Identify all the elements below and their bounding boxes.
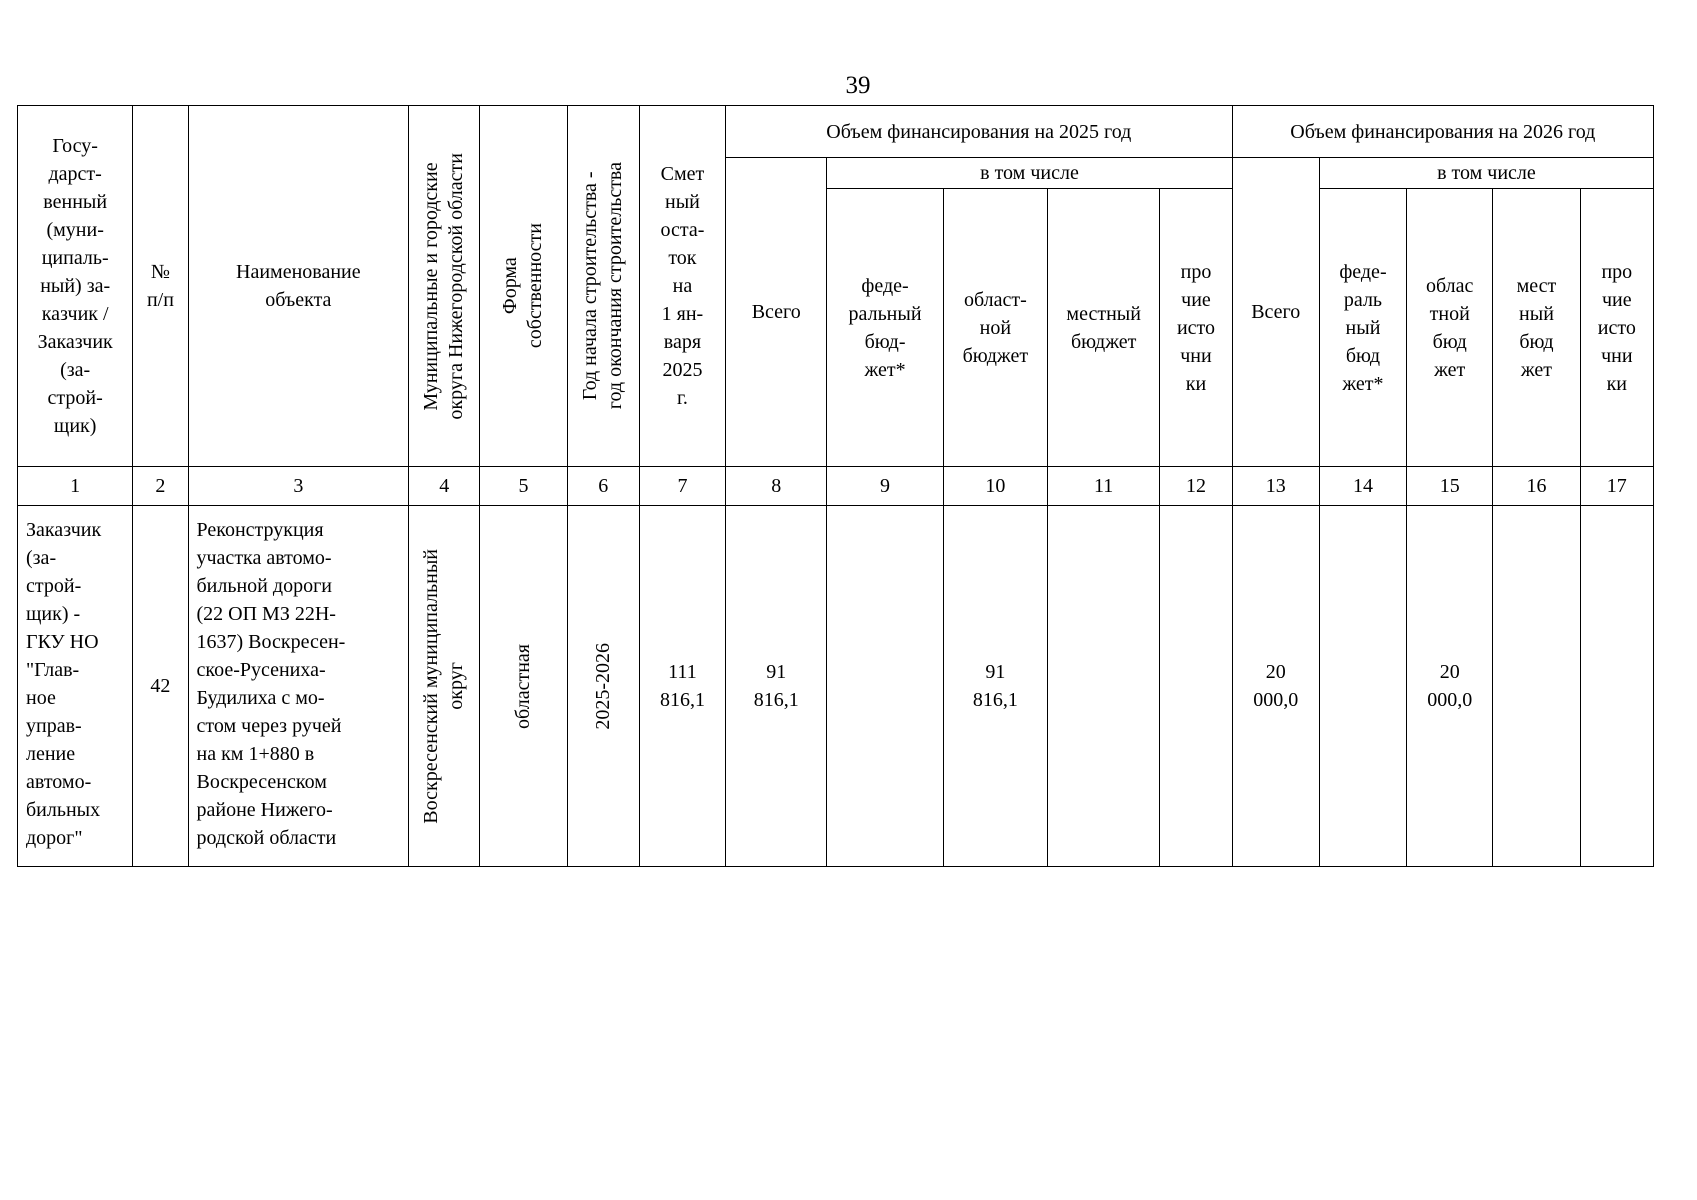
column-number: 1 [18, 467, 133, 506]
column-number: 2 [133, 467, 188, 506]
header-fin-2026: Объем финансирования на 2026 год [1232, 106, 1653, 158]
column-number: 14 [1319, 467, 1406, 506]
column-number: 13 [1232, 467, 1319, 506]
column-number: 6 [567, 467, 639, 506]
cell-customer: Заказчик (за- строй- щик) - ГКУ НО "Глав- ное управ- ление автомо- бильных дорог" [18, 506, 133, 867]
cell-num: 42 [133, 506, 188, 867]
cell-ownership: областная [480, 506, 567, 867]
header-num: № п/п [133, 106, 188, 467]
cell-reg-2025: 91 816,1 [943, 506, 1047, 867]
cell-total-2026: 20 000,0 [1232, 506, 1319, 867]
financing-table [17, 105, 1654, 867]
column-number: 4 [409, 467, 480, 506]
column-number: 10 [943, 467, 1047, 506]
cell-loc-2026 [1493, 506, 1580, 867]
header-years: Год начала строительства - год окончания строительства [567, 106, 639, 467]
column-number: 12 [1160, 467, 1232, 506]
cell-oth-2026 [1580, 506, 1653, 867]
header-oth-2025: про чие исто чни ки [1160, 189, 1232, 467]
cell-oth-2025 [1160, 506, 1232, 867]
cell-fed-2025 [827, 506, 943, 867]
header-ownership: Форма собственности [480, 106, 567, 467]
cell-loc-2025 [1048, 506, 1160, 867]
header-oth-2026: про чие исто чни ки [1580, 189, 1653, 467]
column-number: 16 [1493, 467, 1580, 506]
column-numbers-row [18, 467, 1654, 506]
header-reg-2026: облас тной бюд жет [1407, 189, 1493, 467]
column-number: 9 [827, 467, 943, 506]
column-number: 7 [639, 467, 725, 506]
table-row [18, 506, 1654, 867]
header-loc-2025: местный бюджет [1048, 189, 1160, 467]
cell-reg-2026: 20 000,0 [1407, 506, 1493, 867]
header-loc-2026: мест ный бюд жет [1493, 189, 1580, 467]
page-number: 39 [845, 72, 871, 99]
header-incl-2025: в том числе [827, 158, 1232, 189]
column-number: 15 [1407, 467, 1493, 506]
cell-years: 2025-2026 [567, 506, 639, 867]
column-number: 8 [726, 467, 827, 506]
header-reg-2025: област- ной бюджет [943, 189, 1047, 467]
cell-municipal: Воскресенский муниципальный округ [409, 506, 480, 867]
header-fed-2026: феде- раль ный бюд жет* [1319, 189, 1406, 467]
header-remainder: Смет ный оста- ток на 1 ян- варя 2025 г. [639, 106, 725, 467]
cell-total-2025: 91 816,1 [726, 506, 827, 867]
column-number: 11 [1048, 467, 1160, 506]
header-municipal: Муниципальные и городские округа Нижегородской области [409, 106, 480, 467]
header-fed-2025: феде- ральный бюд- жет* [827, 189, 943, 467]
header-total-2026: Всего [1232, 158, 1319, 467]
column-number: 17 [1580, 467, 1653, 506]
header-object-name: Наименование объекта [188, 106, 409, 467]
cell-object-name: Реконструкция участка автомо- бильной дороги (22 ОП МЗ 22Н- 1637) Воскресен- ское-Русениха- Будилиха с мо- стом через ручей на км 1+880 в Воскресенском районе Нижего- родской области [188, 506, 409, 867]
header-customer: Госу- дарст- венный (муни- ципаль- ный) за- казчик / Заказчик (за- строй- щик) [18, 106, 133, 467]
header-fin-2025: Объем финансирования на 2025 год [726, 106, 1233, 158]
cell-remainder: 111 816,1 [639, 506, 725, 867]
cell-fed-2026 [1319, 506, 1406, 867]
header-total-2025: Всего [726, 158, 827, 467]
column-number: 3 [188, 467, 409, 506]
header-incl-2026: в том числе [1319, 158, 1653, 189]
column-number: 5 [480, 467, 567, 506]
